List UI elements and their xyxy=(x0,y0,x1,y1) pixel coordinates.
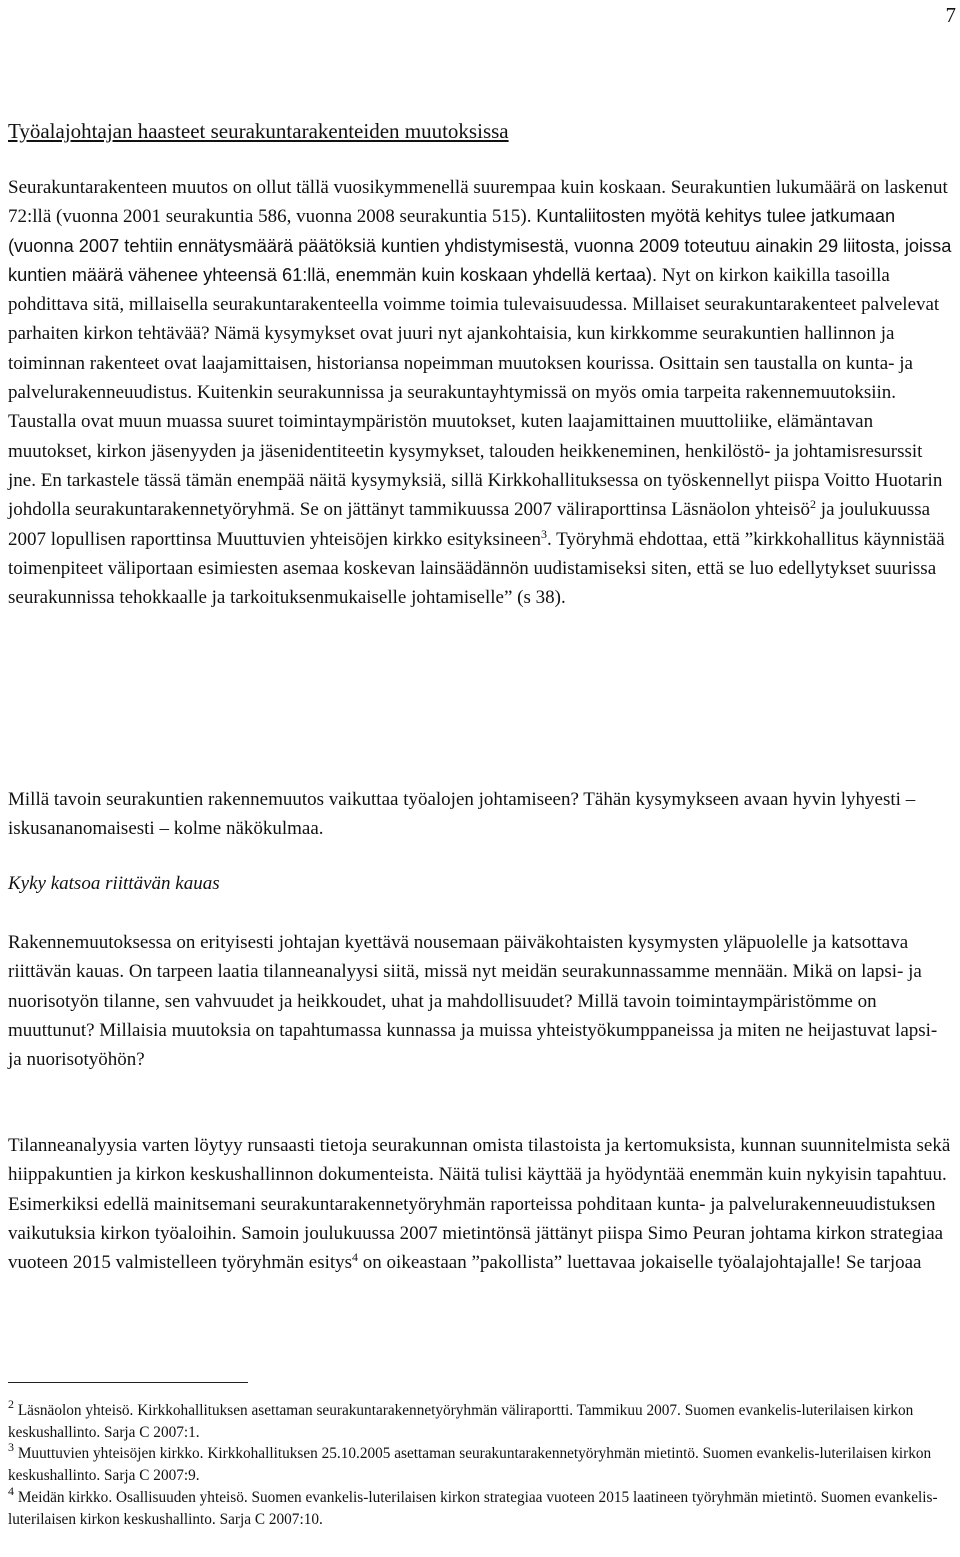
intro-sentence-5: ja joulukuussa 2007 lopullisen raporttinsa Muuttuvien yhteisöjen kirkko esityksineen xyxy=(8,499,931,550)
footnote-4 xyxy=(8,1483,954,1530)
paragraph-analysis: Rakennemuutoksessa on erityisesti johtajan kyettävä nousemaan päiväkohtaisten kysymysten yläpuolelle ja katsottava riittävän kauas. On tarpeen laatia tilanneanalyysi siitä, missä nyt meidän seurakunnassamme mennään. Mikä on lapsi- ja nuorisotyön tilanne, sen vahvuudet ja heikkoudet, uhat ja mahdollisuudet? Millä tavoin toimintaympäristömme on muuttunut? Millaisia muutoksia on tapahtumassa kunnassa ja muissa yhteistyökumppaneissa ja miten ne heijastuvat lapsi- ja nuorisotyöhön? xyxy=(8,932,938,1071)
footnote-text: Muuttuvien yhteisöjen kirkko. Kirkkohallituksen 25.10.2005 asettaman seurakuntarakennetyöryhmän mietintö. Suomen evankelis-luterilaisen kirkon keskushallinto. Sarja C 2007:9. xyxy=(8,1445,932,1485)
footnotes xyxy=(8,1397,954,1530)
sources-text-2: on oikeastaan ”pakollista” luettavaa jokaiselle työalajohtajalle! Se tarjoaa xyxy=(358,1252,922,1274)
paragraph-question: Millä tavoin seurakuntien rakennemuutos vaikuttaa työalojen johtamiseen? Tähän kysymykseen avaan hyvin lyhyesti – iskusananomaisesti – kolme näkökulmaa. xyxy=(8,789,916,840)
intro-sentence-1: Seurakuntarakenteen muutos on ollut tällä vuosikymmenellä suurempaa kuin koskaan. xyxy=(8,177,666,198)
sources-text-1: Tilanneanalyysia varten löytyy runsaasti tietoja seurakunnan omista tilastoista ja kertomuksista, kunnan suunnitelmista sekä hiippakuntien ja kirkon keskushallinnon dokumenteista. Näitä tulisi käyttää ja hyödyntää enemmän kuin nykyisin tapahtuu. Esimerkiksi edellä mainitsemani seurakuntarakennetyöryhmän raporteissa pohditaan kunta- ja palvelurakenneuudistuksen vaikutuksia kirkon työaloihin. Samoin joulukuussa 2007 mietintönsä jättänyt piispa Simo Peuran johtama kirkon strategiaa vuoteen 2015 valmistelleen työryhmän esitys xyxy=(8,1135,951,1274)
footnote-ref-3: 3 xyxy=(540,526,547,541)
footnote-divider xyxy=(8,1382,248,1383)
footnote-2 xyxy=(8,1397,954,1443)
intro-sentence-4: Nyt on kirkon kaikilla tasoilla pohdittava sitä, millaisella seurakuntarakenteella voimme toimia tulevaisuudessa. Millaiset seurakuntarakenteet palvelevat parhaiten kirkon tehtävää? Nämä kysymykset ovat juuri nyt ajankohtaisia, kun kirkkomme seurakuntien hallinnon ja toiminnan rakenteet ovat laajamittaisen, historiansa nopeimman muutoksen kourissa. Osittain sen taustalla on kunta- ja palvelurakenneuudistus. Kuitenkin seurakunnissa ja seurakuntayhtymissä on myös omia tarpeita rakennemuutoksiin. Taustalla ovat muun muassa suuret toimintaympäristön muutokset, kuten laajamittainen muuttoliike, elämäntavan muutokset, kirkon jäsenyyden ja jäsenidentiteetin kysymykset, talouden heikkeneminen, henkilöstö- ja johtamisresurssit jne. En tarkastele tässä tämän enempää näitä kysymyksiä, sillä Kirkkohallituksessa on työskennellyt piispa Voitto Huotarin johdolla seurakuntarakennetyöryhmä. Se on jättänyt tammikuussa 2007 väliraporttinsa Läsnäolon yhteisö xyxy=(8,264,943,521)
page-title: Työalajohtajan haasteet seurakuntarakenteiden muutoksissa xyxy=(8,119,509,143)
intro-sentence-2: Seurakuntien lukumäärä on laskenut 72:llä (vuonna 2001 seurakuntia 586, vuonna 2008 seurakuntia 515). xyxy=(8,177,948,228)
intro-sentence-6: . Työryhmä ehdottaa, että ”kirkkohallitus käynnistää toimenpiteet väliportaan esimiesten asemaa koskevan lainsäädännön uudistamiseksi siten, että se luo edellytykset suurissa seurakunnissa tehokkaalle ja tarkoituksenmukaiselle johtamiselle” (s 38). xyxy=(8,528,945,609)
footnote-mark: 2 xyxy=(8,1397,14,1411)
footnote-ref-2: 2 xyxy=(810,497,817,512)
paragraph-intro xyxy=(8,173,954,612)
footnote-mark: 4 xyxy=(8,1483,14,1498)
footnote-ref-4: 4 xyxy=(352,1250,359,1265)
footnote-text: Läsnäolon yhteisö. Kirkkohallituksen asettaman seurakuntarakennetyöryhmän väliraportti. Tammikuu 2007. Suomen evankelis-luterilaisen kirkon keskushallinto. Sarja C 2007:1. xyxy=(8,1402,914,1441)
section-heading: Kyky katsoa riittävän kauas xyxy=(8,873,220,894)
footnote-text: Meidän kirkko. Osallisuuden yhteisö. Suomen evankelis-luterilaisen kirkon strategiaa vuoteen 2015 laatineen työryhmän mietintö. Suomen evankelis-luterilaisen kirkon keskushallinto. Sarja C 2007:10. xyxy=(8,1488,938,1528)
page-number: 7 xyxy=(945,3,956,27)
paragraph-sources xyxy=(8,1131,954,1277)
footnote-mark: 3 xyxy=(8,1440,14,1455)
intro-sentence-3: Kuntaliitosten myötä kehitys tulee jatkumaan (vuonna 2007 tehtiin ennätysmäärä päätöksiä kuntien yhdistymisestä, vuonna 2009 toteutuu ainakin 29 liitosta, joissa kuntien määrä vähenee yhteensä 61:llä, enemmän kuin koskaan yhdellä kertaa). xyxy=(8,206,952,285)
footnote-3 xyxy=(8,1440,954,1486)
